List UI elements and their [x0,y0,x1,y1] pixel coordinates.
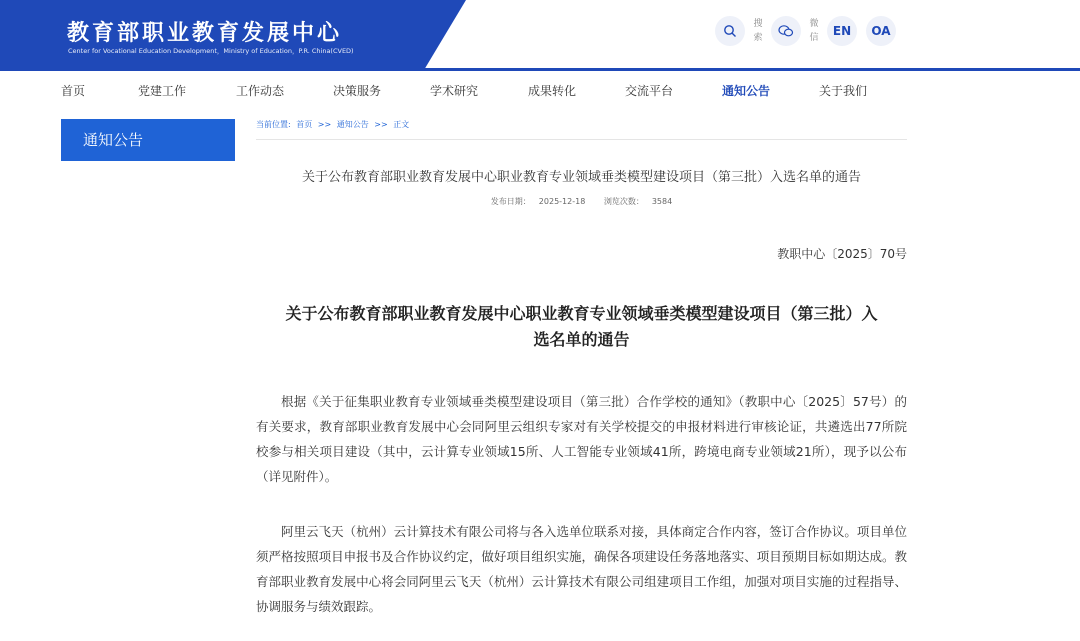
document-title-line: 选名单的通告 [533,330,630,349]
nav-item-party[interactable]: 党建工作 [138,84,187,98]
date-label: 发布日期： [490,197,531,206]
article-paragraph: 根据《关于征集职业教育专业领域垂类模型建设项目（第三批）合作学校的通知》（教职中心〔2025〕57号）的有关要求，教育部职业教育发展中心会同阿里云组织专家对有关学校提交的申报材料进行审核论证，共遴选出77所院校参与相关项目建设（其中，云计算专业领域15所、人工智能专业领域41所，跨境电商专业领域21所），现予以公布（详见附件）。 [256,394,907,484]
sidebar-section-title[interactable]: 通知公告 [61,119,235,161]
nav-item-results[interactable]: 成果转化 [528,84,577,98]
breadcrumb-notices[interactable]: 通知公告 [336,120,369,129]
wechat-label[interactable]: 微信 [809,19,819,43]
oa-button[interactable]: OA [866,16,896,46]
lang-en-button[interactable]: EN [827,16,857,46]
site-subtitle: Center for Vocational Education Development，Ministry of Education，P.R. China(CVED) [68,47,354,55]
search-icon[interactable] [715,16,745,46]
breadcrumb-separator: >> [317,120,332,129]
breadcrumb [256,119,412,130]
article-heading: 关于公布教育部职业教育发展中心职业教育专业领域垂类模型建设项目（第三批）入选名单的通告 [301,170,861,185]
nav-item-news[interactable]: 工作动态 [236,84,285,98]
publish-date: 2025-12-18 [538,197,586,206]
document-title [256,301,907,353]
breadcrumb-home[interactable]: 首页 [296,120,313,129]
breadcrumb-divider [256,139,907,140]
search-label[interactable]: 搜索 [753,19,763,43]
views-label: 浏览次数： [603,197,644,206]
view-count: 3584 [651,197,673,206]
article-meta [256,196,907,207]
nav-item-home[interactable]: 首页 [61,84,86,98]
breadcrumb-separator: >> [374,120,388,129]
nav-item-exchange[interactable]: 交流平台 [625,84,674,98]
article-paragraph: 阿里云飞天（杭州）云计算技术有限公司将与各入选单位联系对接，具体商定合作内容，签订合作协议。项目单位须严格按照项目申报书及合作协议约定，做好项目组织实施，确保各项建设任务落地落实、项目预期目标如期达成。教育部职业教育发展中心将会同阿里云飞天（杭州）云计算技术有限公司组建项目工作组，加强对项目实施的过程指导、协调服务与绩效跟踪。 [256,524,907,614]
wechat-icon[interactable] [771,16,801,46]
breadcrumb-prefix: 当前位置: [256,120,291,129]
document-number: 教职中心〔2025〕70号 [777,247,907,261]
site-title[interactable]: 教育部职业教育发展中心 [67,21,343,46]
nav-item-about[interactable]: 关于我们 [819,84,868,98]
nav-item-decision[interactable]: 决策服务 [333,84,382,98]
document-title-line: 关于公布教育部职业教育发展中心职业教育专业领域垂类模型建设项目（第三批）入 [285,304,878,323]
nav-item-research[interactable]: 学术研究 [430,84,479,98]
breadcrumb-current: 正文 [393,120,410,129]
nav-item-notices[interactable]: 通知公告 [722,84,771,98]
site-header [0,0,1080,70]
